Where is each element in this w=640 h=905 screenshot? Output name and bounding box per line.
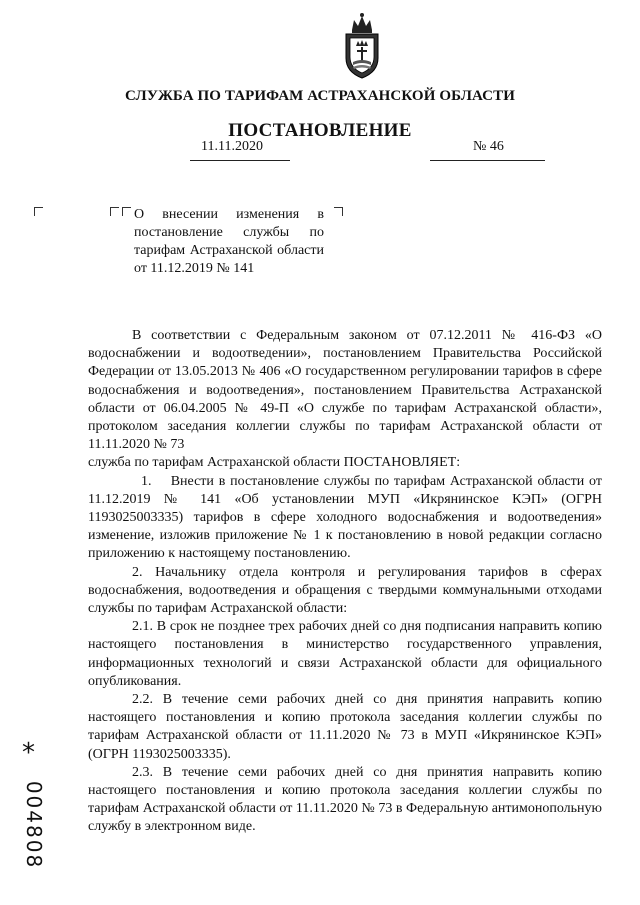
number-underline — [430, 160, 545, 161]
document-body — [88, 327, 606, 837]
item-2-2: 2.2. В течение семи рабочих дней со дня принятия направить копию настоящего постановления и копию протокола заседания коллегии службы по тарифам Астраханской области от 11.11.2020 № 73 в МУП «Икрянинское КЭП» (ОГРН 1193025003335). — [88, 692, 602, 762]
corner-mark — [334, 207, 343, 216]
corner-mark — [34, 207, 43, 216]
item-2: 2. Начальнику отдела контроля и регулирования тарифов в сферах водоснабжения, водоотведения и обращения с твердыми коммунальными отходами службы по тарифам Астраханской области: — [88, 564, 602, 617]
document-type: ПОСТАНОВЛЕНИЕ — [228, 120, 412, 141]
margin-star: * — [22, 738, 35, 768]
document-date: 11.11.2020 — [201, 139, 263, 154]
corner-mark — [122, 207, 131, 216]
document-subject: О внесении изменения в постановление службы по тарифам Астраханской области от 11.12.2019 № 141 — [134, 207, 324, 276]
margin-serial-number: 004808 — [22, 780, 46, 870]
resolution-clause: служба по тарифам Астраханской области ПОСТАНОВЛЯЕТ: — [88, 455, 461, 471]
coat-of-arms-icon — [336, 10, 388, 86]
item-2-3: 2.3. В течение семи рабочих дней со дня принятия направить копию настоящего постановления и копию протокола заседания коллегии службы по тарифам Астраханской области от 11.11.2020 № 73 в Федеральную антимонопольную службу в электронном виде. — [88, 764, 602, 835]
item-2-1: 2.1. В срок не позднее трех рабочих дней со дня подписания направить копию настоящего постановления в министерство государственного управления, информационных технологий и связи Астраханской области для официального опубликования. — [88, 619, 602, 689]
corner-mark — [110, 207, 119, 216]
date-underline — [190, 160, 290, 161]
preamble: В соответствии с Федеральным законом от 07.12.2011 № 416-ФЗ «О водоснабжении и водоотведении», постановлением Правительства Российской Федерации от 13.05.2013 № 406 «О государственном регулировании тарифов в сфере водоснабжения и водоотведения», постановлением Правительства Астраханской области от 06.04.2005 № 49-П «О службе по тарифам Астраханской области», протоколом заседания коллегии службы по тарифам Астраханской области от 11.11.2020 № 73 — [88, 328, 602, 453]
item-1: 1. Внести в постановление службы по тарифам Астраханской области от 11.12.2019 № 141 «Об установлении МУП «Икрянинское КЭП» (ОГРН 1193025003335) тарифов в сфере холодного водоснабжения и водоотведения» изменение, изложив приложение № 1 к постановлению в новой редакции согласно приложению к настоящему постановлению. — [88, 473, 606, 562]
document-number: № 46 — [473, 139, 504, 154]
organization-name: СЛУЖБА ПО ТАРИФАМ АСТРАХАНСКОЙ ОБЛАСТИ — [125, 88, 515, 104]
